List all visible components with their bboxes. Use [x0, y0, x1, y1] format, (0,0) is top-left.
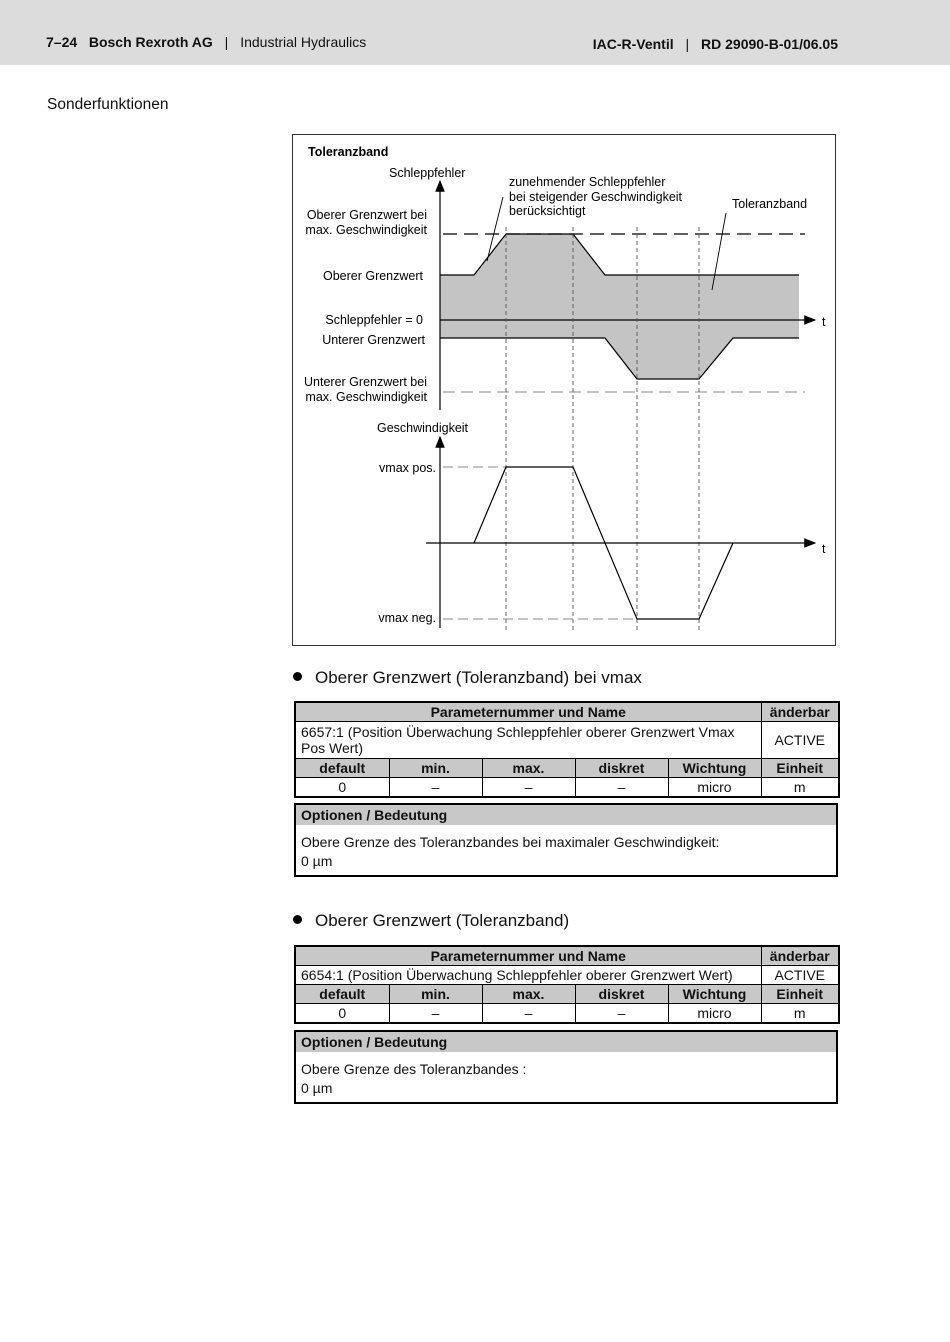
param-name: 6654:1 (Position Überwachung Schleppfehler oberer Grenzwert Wert): [295, 966, 761, 985]
options-line-2: 0 µm: [301, 1080, 333, 1096]
upper-max-label-1: Oberer Grenzwert bei: [306, 208, 427, 222]
speed-axis-label: Geschwindigkeit: [377, 421, 469, 435]
options-line-1: Obere Grenze des Toleranzbandes bei maximaler Geschwindigkeit:: [301, 834, 720, 850]
vmax-pos-label: vmax pos.: [379, 461, 436, 475]
bullet-icon: [293, 915, 302, 924]
parameter-table-2: [294, 945, 840, 1024]
bullet-text: Oberer Grenzwert (Toleranzband) bei vmax: [315, 668, 642, 687]
annotation-line-2: bei steigender Geschwindigkeit: [509, 190, 683, 204]
diagram-title: Toleranzband: [308, 145, 389, 159]
value-weighting: micro: [668, 778, 761, 798]
lower-limit-label: Unterer Grenzwert: [322, 333, 425, 347]
annotation-line-1: zunehmender Schleppfehler: [509, 175, 666, 189]
table-header-row: [295, 946, 839, 966]
value-min: –: [389, 778, 482, 798]
error-axis-label: Schleppfehler: [389, 166, 466, 180]
section-title: Sonderfunktionen: [47, 96, 169, 113]
col-discrete: diskret: [575, 985, 668, 1004]
changeable-header: änderbar: [761, 702, 839, 722]
options-line-1: Obere Grenze des Toleranzbandes :: [301, 1061, 527, 1077]
table-header-row: [295, 702, 839, 722]
col-default: default: [295, 759, 389, 778]
changeable-value: ACTIVE: [761, 966, 839, 985]
division-name: Industrial Hydraulics: [240, 34, 367, 50]
options-header: Optionen / Bedeutung: [296, 805, 836, 825]
col-min: min.: [389, 759, 482, 778]
value-min: –: [389, 1004, 482, 1024]
col-default: default: [295, 985, 389, 1004]
page-number: 7–24: [46, 34, 78, 50]
diagram-canvas: [293, 135, 837, 647]
band-label: Toleranzband: [732, 197, 808, 211]
document-reference: RD 29090-B-01/06.05: [701, 36, 838, 52]
col-max: max.: [482, 759, 575, 778]
time-label-top: t: [822, 315, 826, 329]
col-unit: Einheit: [761, 985, 839, 1004]
col-unit: Einheit: [761, 759, 839, 778]
param-name: 6657:1 (Position Überwachung Schleppfehler oberer Grenzwert Vmax Pos Wert): [295, 722, 761, 759]
upper-max-label-2: max. Geschwindigkeit: [305, 223, 427, 237]
upper-limit-label: Oberer Grenzwert: [322, 269, 423, 283]
lower-max-label-2: max. Geschwindigkeit: [305, 390, 427, 404]
table-row: [295, 966, 839, 985]
options-box-1: [294, 803, 838, 877]
options-body: [296, 1052, 836, 1104]
value-weighting: micro: [668, 1004, 761, 1024]
param-header: Parameternummer und Name: [295, 946, 761, 966]
changeable-value: ACTIVE: [761, 722, 839, 759]
table-row: [295, 778, 839, 798]
changeable-header: änderbar: [761, 946, 839, 966]
options-line-2: 0 µm: [301, 853, 333, 869]
col-max: max.: [482, 985, 575, 1004]
table-row: [295, 1004, 839, 1024]
annotation-line-3: berücksichtigt: [509, 204, 586, 218]
value-default: 0: [295, 778, 389, 798]
time-label-bottom: t: [822, 542, 826, 556]
param-header: Parameternummer und Name: [295, 702, 761, 722]
header-separator: |: [224, 34, 229, 50]
col-discrete: diskret: [575, 759, 668, 778]
options-body: [296, 825, 836, 877]
options-box-2: [294, 1030, 838, 1104]
bullet-heading-1: [293, 668, 642, 688]
bullet-heading-2: [293, 911, 569, 931]
value-discrete: –: [575, 778, 668, 798]
header-separator-2: |: [685, 36, 690, 52]
col-min: min.: [389, 985, 482, 1004]
table-row: [295, 722, 839, 759]
bullet-icon: [293, 672, 302, 681]
page-header: [0, 0, 950, 65]
col-weighting: Wichtung: [668, 985, 761, 1004]
parameter-table-1: [294, 701, 840, 798]
zero-error-label: Schleppfehler = 0: [325, 313, 423, 327]
product-name: IAC-R-Ventil: [592, 36, 674, 52]
col-weighting: Wichtung: [668, 759, 761, 778]
header-left: [46, 34, 366, 50]
value-max: –: [482, 1004, 575, 1024]
table-header-row: [295, 759, 839, 778]
header-right: [593, 36, 838, 52]
vmax-neg-label: vmax neg.: [378, 611, 436, 625]
value-discrete: –: [575, 1004, 668, 1024]
value-default: 0: [295, 1004, 389, 1024]
table-header-row: [295, 985, 839, 1004]
lower-max-label-1: Unterer Grenzwert bei: [304, 375, 427, 389]
value-unit: m: [761, 1004, 839, 1024]
company-name: Bosch Rexroth AG: [88, 34, 213, 50]
options-header: Optionen / Bedeutung: [296, 1032, 836, 1052]
bullet-text: Oberer Grenzwert (Toleranzband): [315, 911, 570, 930]
value-max: –: [482, 778, 575, 798]
tolerance-band-diagram: [292, 134, 836, 646]
value-unit: m: [761, 778, 839, 798]
